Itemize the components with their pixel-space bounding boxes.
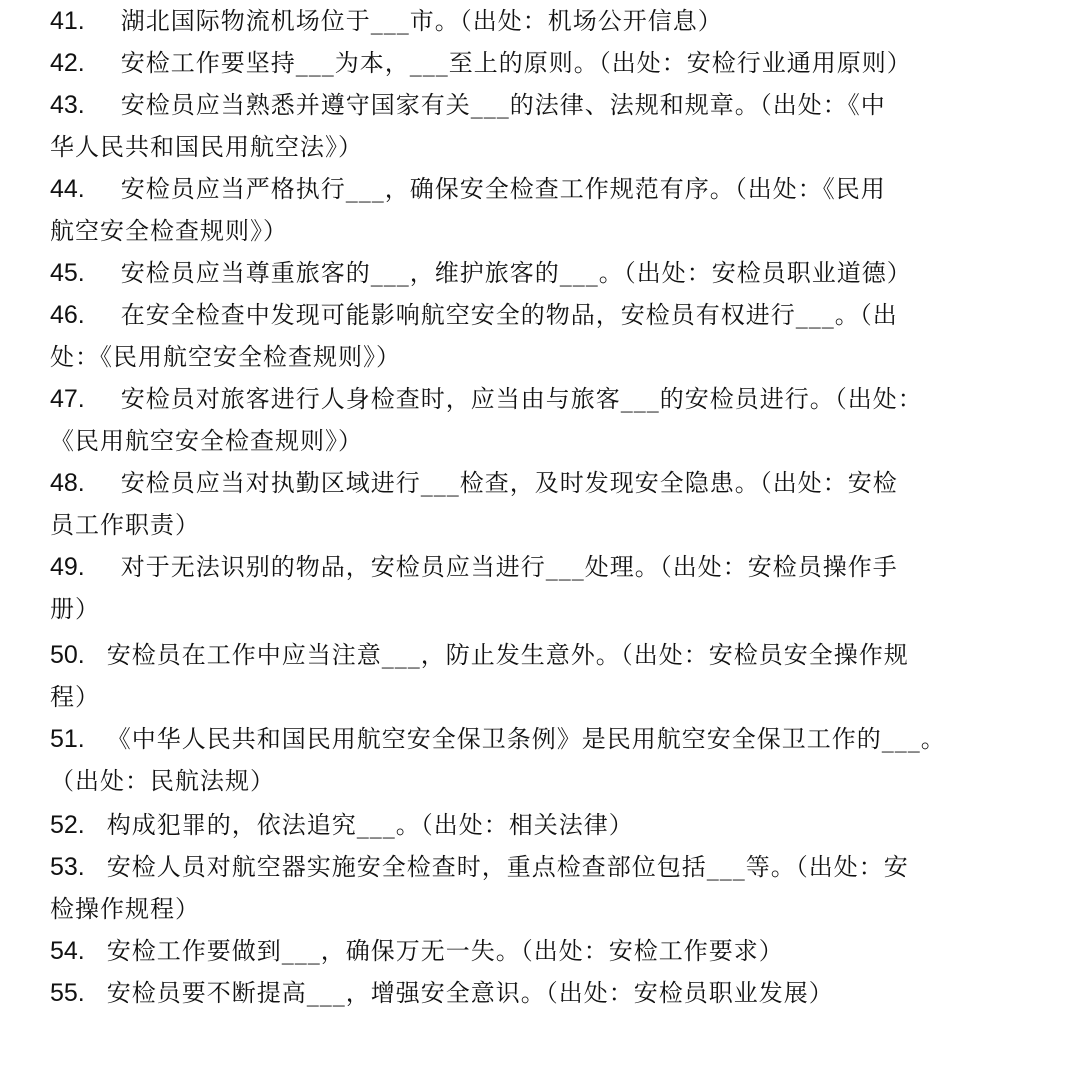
item-41 <box>50 0 1060 42</box>
item-number: 53. <box>50 853 85 881</box>
item-number: 46. <box>50 301 85 329</box>
item-text: 安检工作要坚持___为本，___至上的原则。（出处：安检行业通用原则） <box>120 49 912 77</box>
item-text: 安检员应当对执勤区域进行___检查，及时发现安全隐患。（出处：安检 <box>120 469 898 497</box>
item-46 <box>50 294 1060 336</box>
item-text: 安检工作要做到___，确保万无一失。（出处：安检工作要求） <box>106 937 784 965</box>
item-43-continuation <box>50 126 1060 168</box>
item-text: 处：《民用航空安全检查规则》） <box>50 343 401 371</box>
item-51 <box>50 718 1060 760</box>
item-44-continuation <box>50 210 1060 252</box>
item-text: 安检员要不断提高___，增强安全意识。（出处：安检员职业发展） <box>106 979 834 1007</box>
item-text: 华人民共和国民用航空法》） <box>50 133 363 161</box>
item-text: 在安全检查中发现可能影响航空安全的物品，安检员有权进行___。（出 <box>120 301 898 329</box>
item-text: 安检员应当尊重旅客的___，维护旅客的___。（出处：安检员职业道德） <box>120 259 912 287</box>
item-number: 41. <box>50 7 85 35</box>
item-number: 49. <box>50 553 85 581</box>
item-text: 检操作规程） <box>50 895 200 923</box>
item-text: 《中华人民共和国民用航空安全保卫条例》是民用航空安全保卫工作的___。 <box>106 725 946 753</box>
item-50 <box>50 634 1060 676</box>
item-number: 42. <box>50 49 85 77</box>
item-45 <box>50 252 1060 294</box>
item-47-continuation <box>50 420 1060 462</box>
item-text: 安检员应当熟悉并遵守国家有关___的法律、法规和规章。（出处：《中 <box>120 91 886 119</box>
item-53 <box>50 846 1060 888</box>
item-text: 程） <box>50 683 100 711</box>
item-52 <box>50 804 1060 846</box>
item-text: 安检员应当严格执行___，确保安全检查工作规范有序。（出处：《民用 <box>120 175 886 203</box>
item-53-continuation <box>50 888 1060 930</box>
item-47 <box>50 378 1060 420</box>
item-48 <box>50 462 1060 504</box>
item-number: 43. <box>50 91 85 119</box>
item-44 <box>50 168 1060 210</box>
item-49 <box>50 546 1060 588</box>
item-text: 安检员对旅客进行人身检查时，应当由与旅客___的安检员进行。（出处： <box>120 385 923 413</box>
item-42 <box>50 42 1060 84</box>
item-text: （出处：民航法规） <box>50 767 275 795</box>
item-55 <box>50 972 1060 1014</box>
item-text: 湖北国际物流机场位于___市。（出处：机场公开信息） <box>120 7 723 35</box>
item-number: 55. <box>50 979 85 1007</box>
item-text: 对于无法识别的物品，安检员应当进行___处理。（出处：安检员操作手 <box>120 553 898 581</box>
item-number: 48. <box>50 469 85 497</box>
item-number: 51. <box>50 725 85 753</box>
item-number: 54. <box>50 937 85 965</box>
item-number: 50. <box>50 641 85 669</box>
item-text: 航空安全检查规则》） <box>50 217 288 245</box>
item-text: 构成犯罪的，依法追究___。（出处：相关法律） <box>106 811 634 839</box>
item-number: 52. <box>50 811 85 839</box>
item-text: 安检员在工作中应当注意___，防止发生意外。（出处：安检员安全操作规 <box>106 641 909 669</box>
item-text: 员工作职责） <box>50 511 200 539</box>
item-51-continuation <box>50 760 1060 802</box>
item-48-continuation <box>50 504 1060 546</box>
item-46-continuation <box>50 336 1060 378</box>
item-number: 44. <box>50 175 85 203</box>
item-49-continuation <box>50 588 1060 630</box>
item-50-continuation <box>50 676 1060 718</box>
item-43 <box>50 84 1060 126</box>
item-number: 45. <box>50 259 85 287</box>
item-text: 《民用航空安全检查规则》） <box>50 427 363 455</box>
item-number: 47. <box>50 385 85 413</box>
item-54 <box>50 930 1060 972</box>
item-text: 册） <box>50 595 100 623</box>
item-text: 安检人员对航空器实施安全检查时，重点检查部位包括___等。（出处：安 <box>106 853 909 881</box>
